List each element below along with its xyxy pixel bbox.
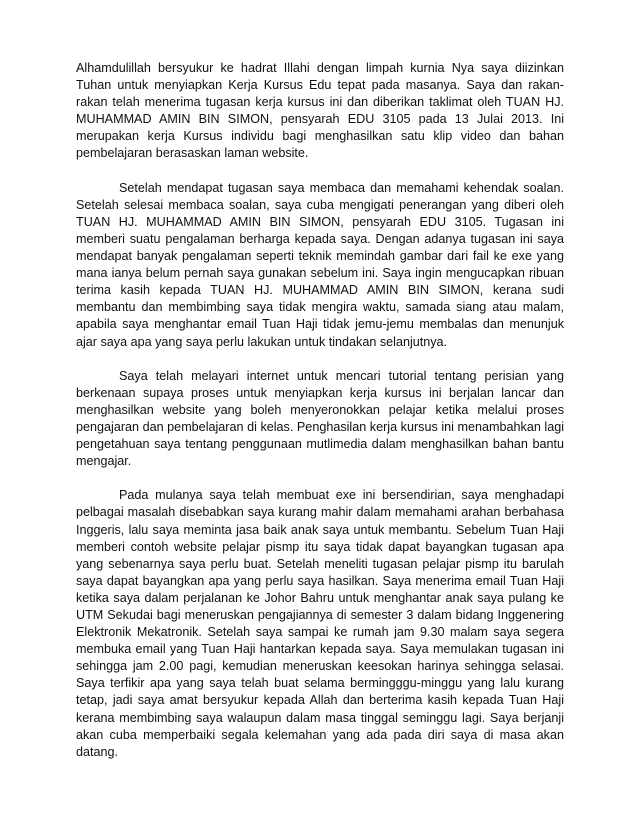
paragraph-4: Pada mulanya saya telah membuat exe ini bersendirian, saya menghadapi pelbagai masalah disebabkan saya kurang mahir dalam memahami arahan berbahasa Inggeris, lalu saya meminta jasa baik anak saya untuk membantu. Sebelum Tuan Haji memberi contoh website pelajar pismp itu saya tidak dapat bayangkan tugasan apa yang sebenarnya saya perlu buat. Setelah meneliti tugasan pelajar pismp itu barulah saya dapat bayangkan apa yang perlu saya hasilkan. Saya menerima email Tuan Haji ketika saya dalam perjalanan ke Johor Bahru untuk menghantar anak saya pulang ke UTM Sekudai bagi meneruskan pengajiannya di semester 3 dalam bidang Inggenering Elektronik Mekatronik. Setelah saya sampai ke rumah jam 9.30 malam saya segera membuka email yang Tuan Haji hantarkan kepada saya. Saya memulakan tugasan ini sehingga jam 2.00 pagi, kemudian meneruskan keesokan harinya sehingga selasai. Saya terfikir apa yang saya telah buat selama bermingggu-minggu yang lalu kurang tetap, jadi saya amat bersyukur kepada Allah dan berterima kasih kepada Tuan Haji kerana membimbing saya walaupun dalam masa tinggal seminggu lagi. Saya berjanji akan cuba memperbaiki segala kelemahan yang ada pada diri saya di masa akan datang. [76,488,564,759]
paragraph-1: Alhamdulillah bersyukur ke hadrat Illahi dengan limpah kurnia Nya saya diizinkan Tuhan untuk menyiapkan Kerja Kursus Edu tepat pada masanya. Saya dan rakan-rakan telah menerima tugasan kerja kursus ini dan diberikan taklimat oleh TUAN HJ. MUHAMMAD AMIN BIN SIMON, pensyarah EDU 3105 pada 13 Julai 2013. Ini merupakan kerja Kursus individu bagi menghasilkan satu klip video dan bahan pembelajaran berasaskan laman website. [76,61,564,161]
document-page [76,60,564,778]
paragraph-3: Saya telah melayari internet untuk mencari tutorial tentang perisian yang berkenaan supaya proses untuk menyiapkan kerja kursus ini berjalan lancar dan menghasilkan website yang boleh menyeronokkan pelajar ketika melalui proses pengajaran dan pembelajaran di kelas. Penghasilan kerja kursus ini menambahkan lagi pengetahuan saya tentang penggunaan mutlimedia dalam menghasilkan bahan bantu mengajar. [76,368,564,469]
paragraph-2: Setelah mendapat tugasan saya membaca dan memahami kehendak soalan. Setelah selesai membaca soalan, saya cuba mengigati penerangan yang diberi oleh TUAN HJ. MUHAMMAD AMIN BIN SIMON, pensyarah EDU 3105. Tugasan ini memberi suatu pengalaman berharga kepada saya. Dengan adanya tugasan ini saya mendapat banyak pengalaman seperti teknik memindah gambar dari fail ke exe yang mana ianya belum pernah saya gunakan sebelum ini. Saya ingin mengucapkan ribuan terima kasih kepada TUAN HJ. MUHAMMAD AMIN BIN SIMON, kerana sudi membantu dan membimbing saya tidak mengira waktu, samada siang atau malam, apabila saya menghantar email Tuan Haji tidak jemu-jemu membalas dan menunjuk ajar saya apa yang saya perlu lakukan untuk tindakan selanjutnya. [76,180,564,349]
